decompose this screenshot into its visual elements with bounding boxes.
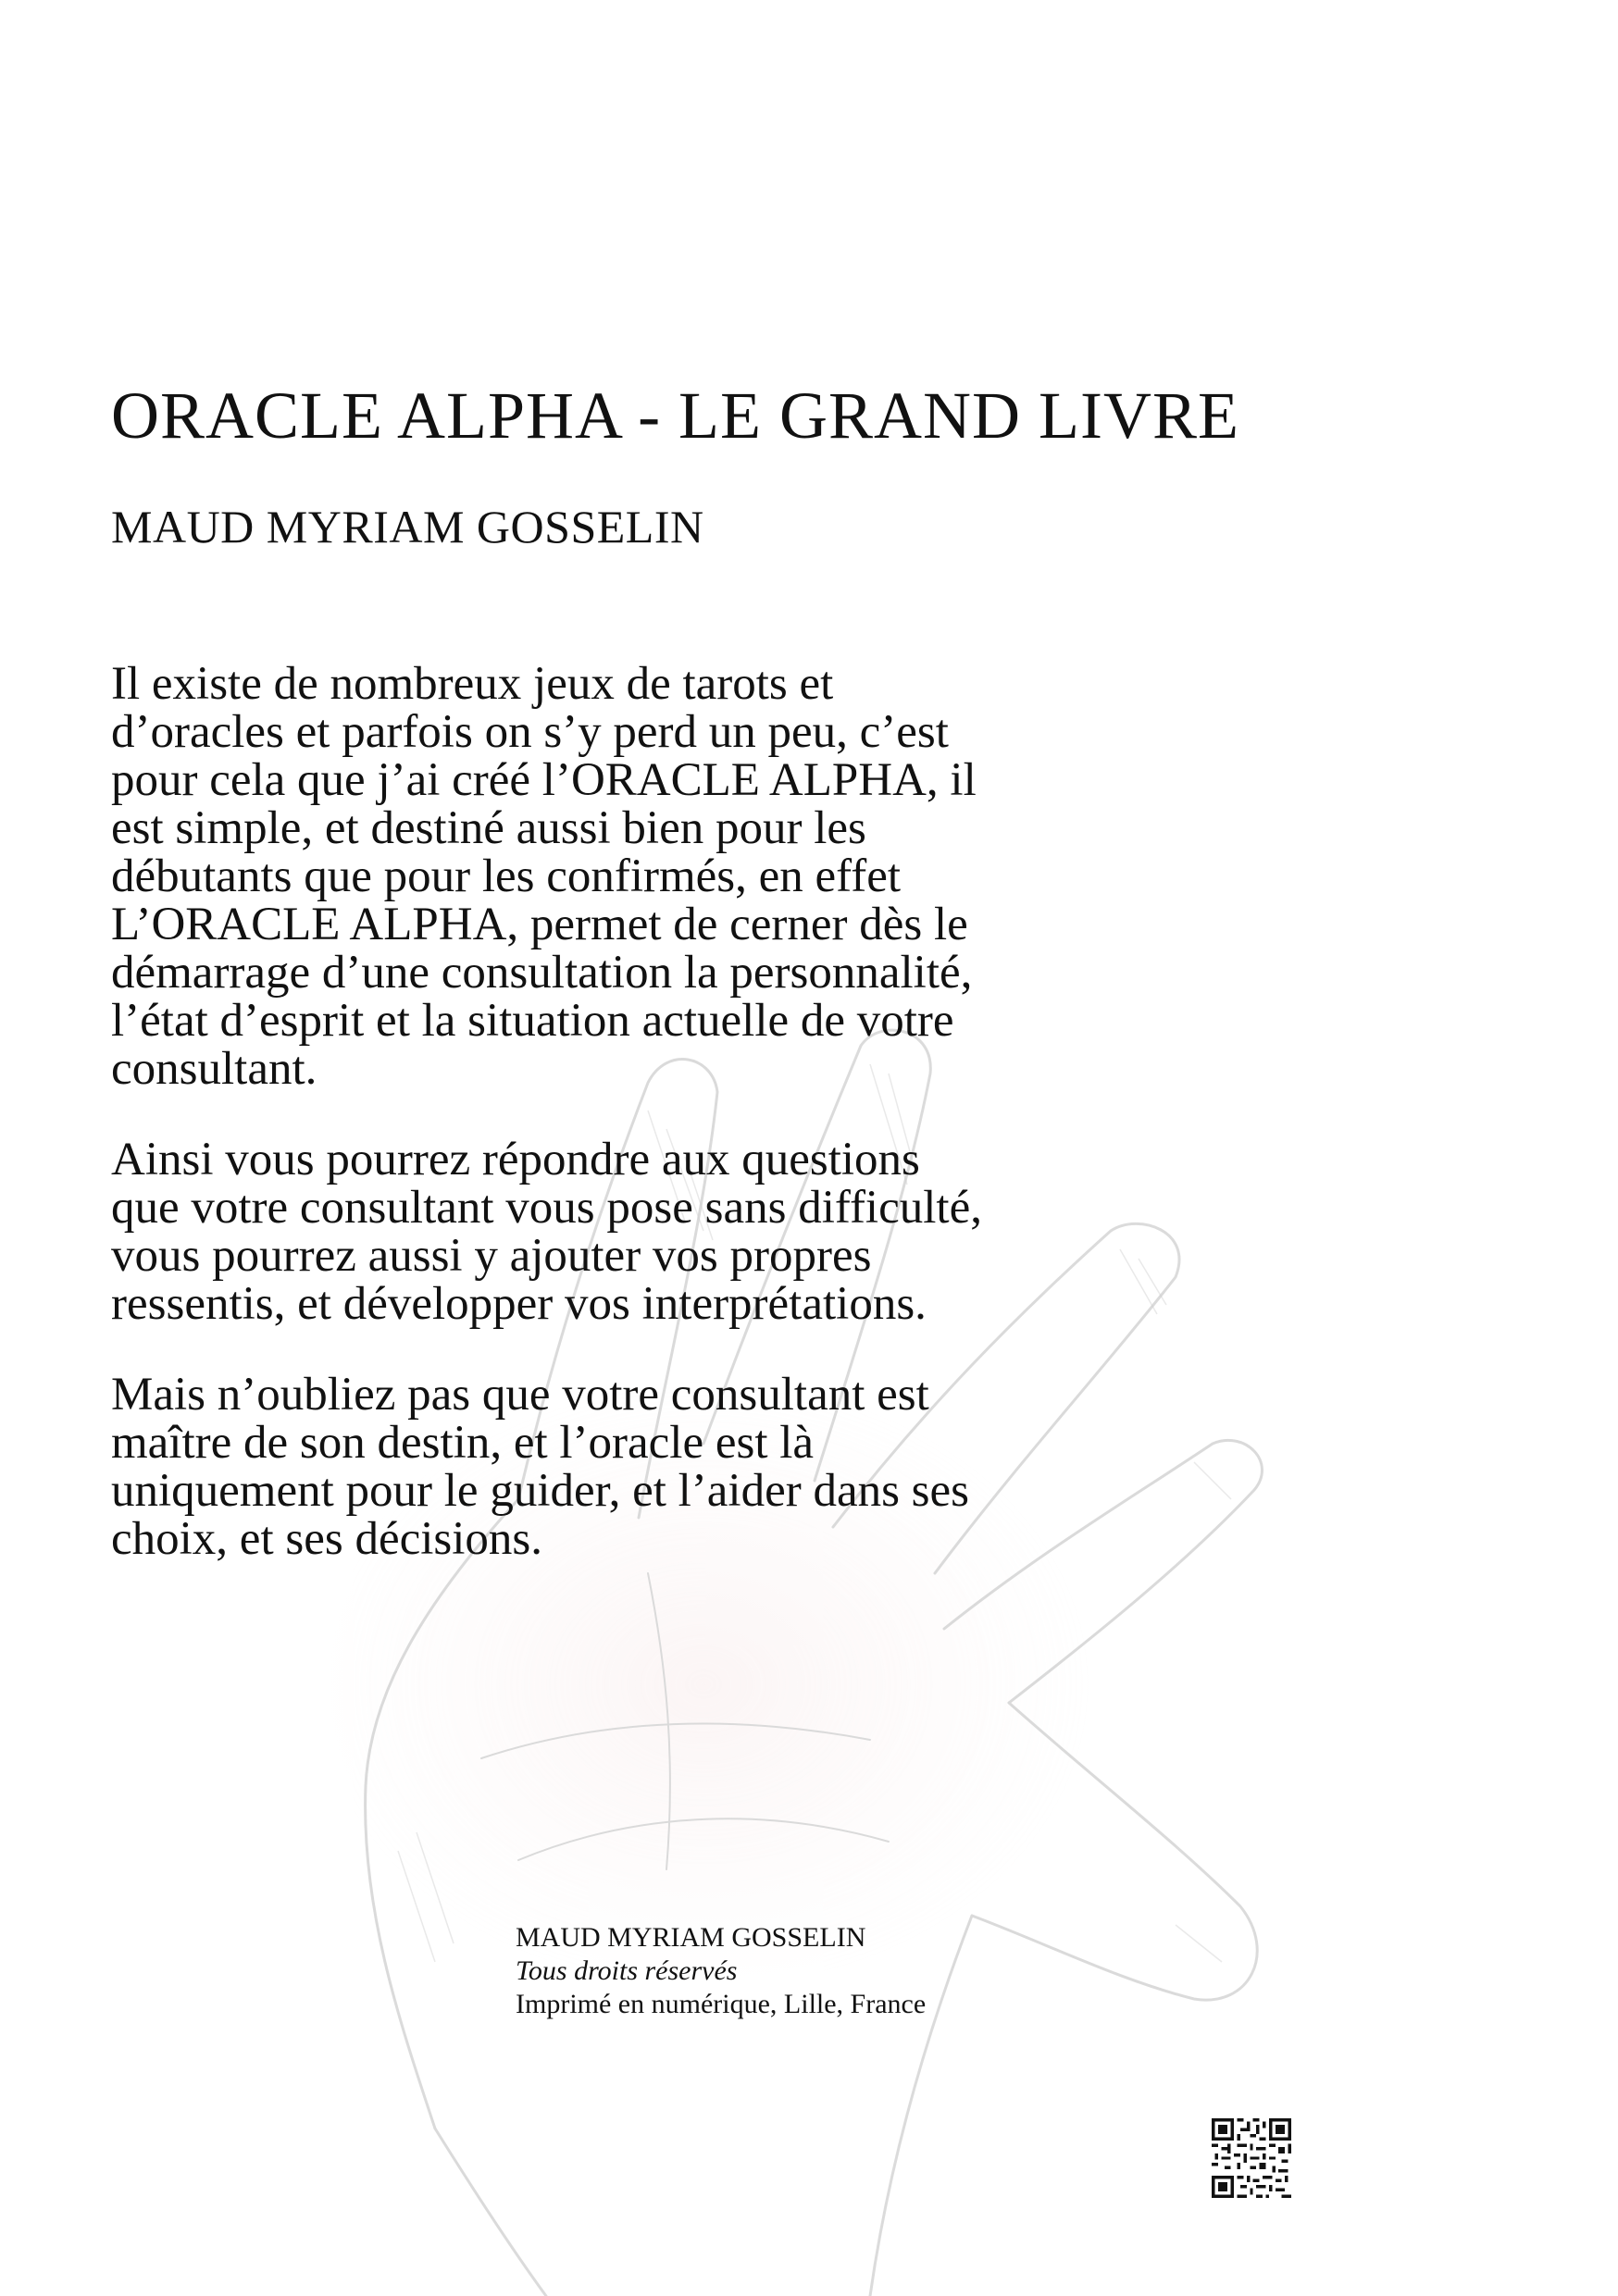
imprint-author: MAUD MYRIAM GOSSELIN (516, 1922, 866, 1953)
imprint-block (516, 1921, 926, 2021)
qr-code-icon (1212, 2118, 1291, 2198)
paragraph-destiny: Mais n’oubliez pas que votre consultant est maître de son destin, et l’oracle est là uniquement pour le guider, et l’aider dans ses choix, et ses décisions. (111, 1369, 970, 1565)
imprint-printed: Imprimé en numérique, Lille, France (516, 1989, 927, 2019)
imprint-rights: Tous droits réservés (516, 1955, 738, 1986)
page-title: ORACLE ALPHA - LE GRAND LIVRE (111, 379, 1239, 453)
author-name: MAUD MYRIAM GOSSELIN (111, 501, 704, 552)
paragraph-consultation: Ainsi vous pourrez répondre aux questions que votre consultant vous pose sans difficulté, vous pourrez aussi y ajouter vos propres ressentis, et développer vos interprétations. (111, 1134, 982, 1330)
body-text (111, 660, 1268, 1606)
paragraph-intro: Il existe de nombreux jeux de tarots et d’oracles et parfois on s’y perd un peu, c’est pour cela que j’ai créé l’ORACLE ALPHA, il est simple, et destiné aussi bien pour les débutants que pour les confirmés, en effet L’ORACLE ALPHA, permet de cerner dès le démarrage d’une consultation la personnalité, l’état d’esprit et la situation actuelle de votre consultant. (111, 658, 977, 1095)
